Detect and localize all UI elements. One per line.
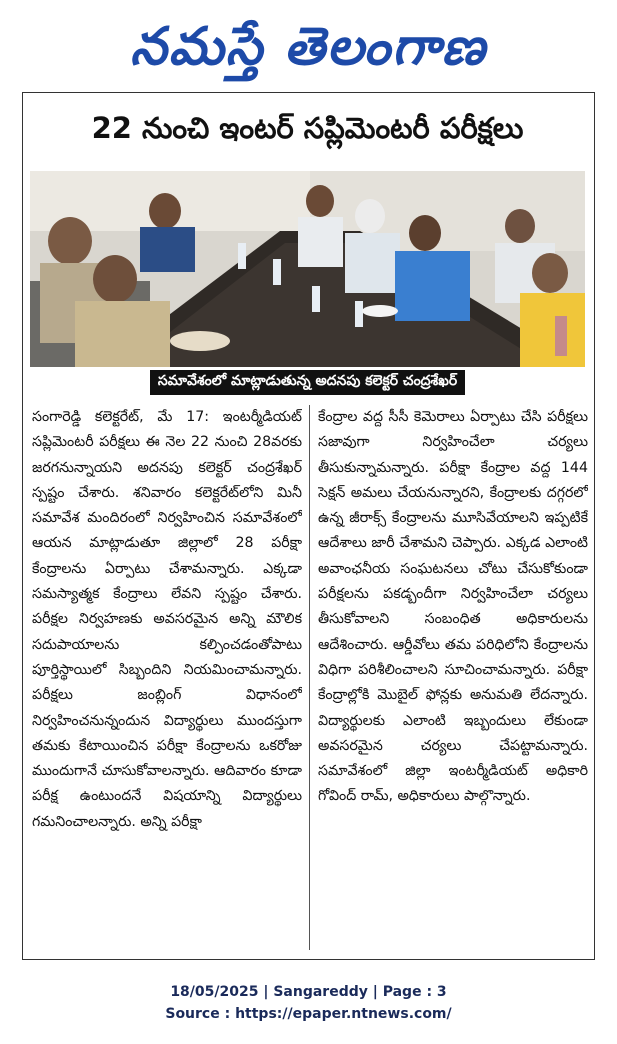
article-photo	[30, 171, 585, 367]
photo-caption-text: సమావేశంలో మాట్లాడుతున్న అదనపు కలెక్టర్ చంద్రశేఖర్	[150, 370, 465, 395]
masthead-title: నమస్తే తెలంగాణ	[130, 17, 487, 77]
column-divider	[309, 405, 310, 950]
article-column-left: సంగారెడ్డి కలెక్టరేట్, మే 17: ఇంటర్మీడియట్ సప్లిమెంటరీ పరీక్షలు ఈ నెల 22 నుంచి 28వరకు జరగనున్నాయని అదనపు కలెక్టర్ చంద్రశేఖర్ స్పష్టం చేశారు. శనివారం కలెక్టరేట్‌లోని మినీ సమావేశ మందిరంలో నిర్వహించిన సమావేశంలో ఆయన మాట్లాడుతూ జిల్లాలో 28 పరీక్షా కేంద్రాలను ఏర్పాటు చేశామన్నారు. ఎక్కడా సమస్యాత్మక కేంద్రాలు లేవని స్పష్టం చేశారు. పరీక్షల నిర్వహణకు అవసరమైన అన్ని మౌలిక సదుపాయాలను కల్పించడంతోపాటు పూర్తిస్థాయిలో సిబ్బందిని నియమించామన్నారు. పరీక్షలు జంబ్లింగ్ విధానంలో నిర్వహించనున్నందున విద్యార్థులు ముందస్తుగా తమకు కేటాయించిన పరీక్షా కేంద్రాలను ఒకరోజు ముందుగానే చూసుకోవాలన్నారు. ఆదివారం కూడా పరీక్ష ఉంటుందనే విషయాన్ని విద్యార్థులు గమనించాలన్నారు. అన్ని పరీక్షా	[32, 409, 302, 830]
meeting-photo-illustration	[30, 171, 585, 367]
photo-caption	[30, 367, 585, 397]
masthead	[0, 6, 617, 88]
footer-edition-line: 18/05/2025 | Sangareddy | Page : 3	[170, 984, 447, 1000]
article-column-right: కేంద్రాల వద్ద సీసీ కెమెరాలు ఏర్పాటు చేసి పరీక్షలు సజావుగా నిర్వహించేలా చర్యలు తీసుకున్నామన్నారు. పరీక్షా కేంద్రాల వద్ద 144 సెక్షన్ అమలు చేయనున్నారని, కేంద్రాలకు దగ్గరలో ఉన్న జీరాక్స్ కేంద్రాలను మూసివేయాలని ఇప్పటికే ఆదేశాలు జారీ చేశామని చెప్పారు. ఎక్కడ ఎలాంటి అవాంఛనీయ సంఘటనలు చోటు చేసుకోకుండా పరీక్షలను పకడ్బందీగా నిర్వహించేలా చర్యలు తీసుకోవాలని సంబంధిత అధికారులను ఆదేశించారు. ఆర్డీవోలు తమ పరిధిలోని కేంద్రాలను విధిగా పరిశీలించాలని సూచించామన్నారు. పరీక్షా కేంద్రాల్లోకి మొబైల్ ఫోన్లకు అనుమతి లేదన్నారు. విద్యార్థులకు ఎలాంటి ఇబ్బందులు లేకుండా అవసరమైన చర్యలు చేపట్టామన్నారు. సమావేశంలో జిల్లా ఇంటర్మీడియట్ అధికారి గోవింద్ రామ్, అధికారులు పాల్గొన్నారు.	[318, 409, 588, 805]
footer-source-line: Source : https://epaper.ntnews.com/	[165, 1006, 452, 1022]
article-headline: 22 నుంచి ఇంటర్ సప్లిమెంటరీ పరీక్షలు	[91, 111, 524, 145]
